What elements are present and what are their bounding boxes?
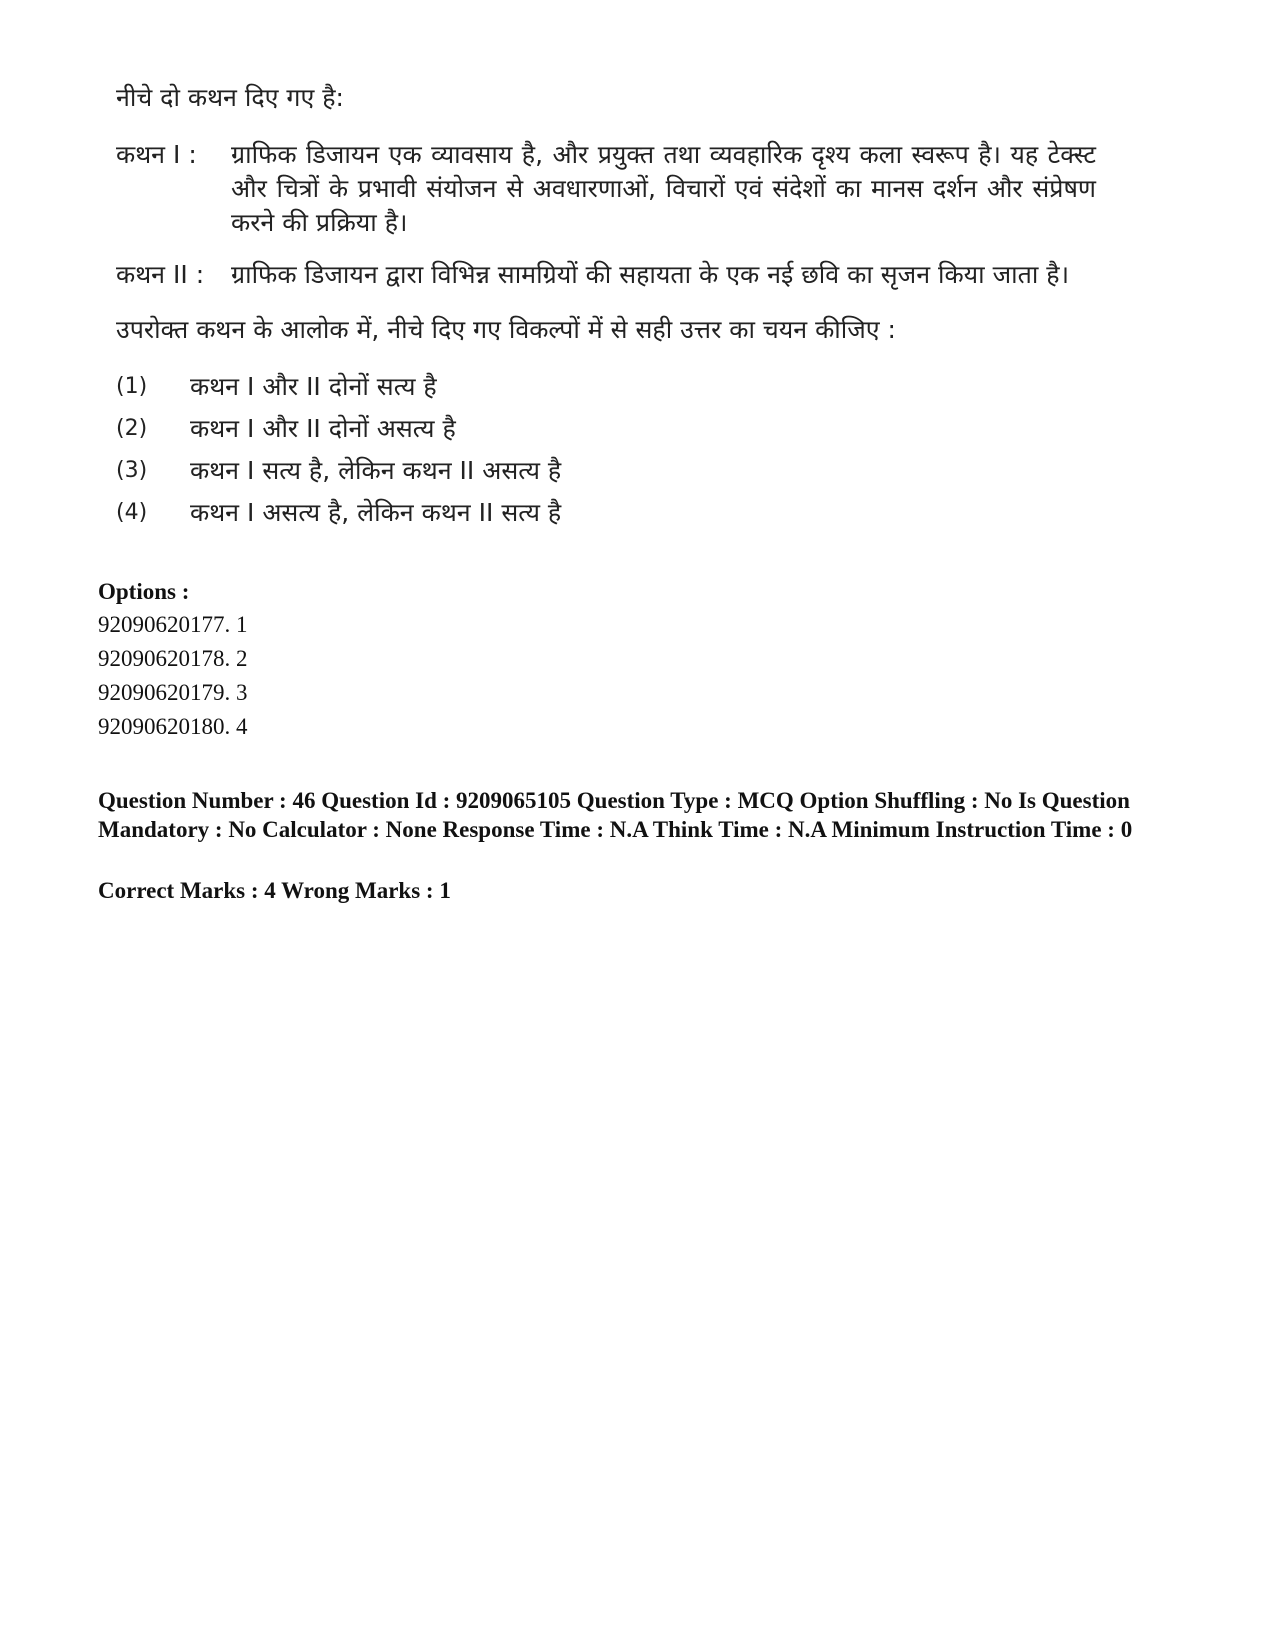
- choice-4-text: कथन I असत्य है, लेकिन कथन II सत्य है: [190, 498, 562, 527]
- choice-2-number: (2): [116, 416, 148, 441]
- choice-1-text: कथन I और II दोनों सत्य है: [190, 372, 437, 401]
- question-intro: नीचे दो कथन दिए गए है:: [116, 83, 344, 112]
- question-meta: Question Number : 46 Question Id : 9209065105 Question Type : MCQ Option Shuffling : No Is Question Mandatory : No Calculator : None Response Time : N.A Think Time : N.A Minimum Instruction Time : 0: [98, 788, 1133, 842]
- choice-4: [116, 492, 1096, 534]
- choice-1: [116, 366, 1096, 408]
- question-instruction: उपरोक्त कथन के आलोक में, नीचे दिए गए विकल्पों में से सही उत्तर का चयन कीजिए :: [116, 315, 896, 344]
- statement-1-label: कथन I :: [116, 140, 197, 169]
- statement-2-text: ग्राफिक डिजायन द्वारा विभिन्न सामग्रियों की सहायता के एक नई छवि का सृजन किया जाता है।: [231, 260, 1070, 289]
- statement-2: [116, 258, 1096, 292]
- statement-1: [116, 138, 1096, 240]
- option-item: 92090620178. 2: [98, 646, 248, 671]
- option-item: 92090620177. 1: [98, 612, 248, 637]
- choice-4-number: (4): [116, 500, 148, 525]
- choice-3-text: कथन I सत्य है, लेकिन कथन II असत्य है: [190, 456, 562, 485]
- question-marks: Correct Marks : 4 Wrong Marks : 1: [98, 878, 451, 903]
- choice-2-text: कथन I और II दोनों असत्य है: [190, 414, 456, 443]
- question-image-block: [116, 80, 1096, 534]
- option-item: 92090620180. 4: [98, 714, 248, 739]
- statement-2-label: कथन II :: [116, 260, 205, 289]
- choice-3: [116, 450, 1096, 492]
- statement-1-text: ग्राफिक डिजायन एक व्यावसाय है, और प्रयुक्त तथा व्यवहारिक दृश्य कला स्वरूप है। यह टेक्स्ट और चित्रों के प्रभावी संयोजन से अवधारणाओं, विचारों एवं संदेशों का मानस दर्शन और संप्रेषण करने की प्रक्रिया है।: [231, 140, 1096, 237]
- choice-3-number: (3): [116, 458, 148, 483]
- choice-2: [116, 408, 1096, 450]
- option-item: 92090620179. 3: [98, 680, 248, 705]
- options-heading: Options :: [98, 579, 190, 604]
- options-list: [98, 608, 1208, 744]
- choice-1-number: (1): [116, 374, 148, 399]
